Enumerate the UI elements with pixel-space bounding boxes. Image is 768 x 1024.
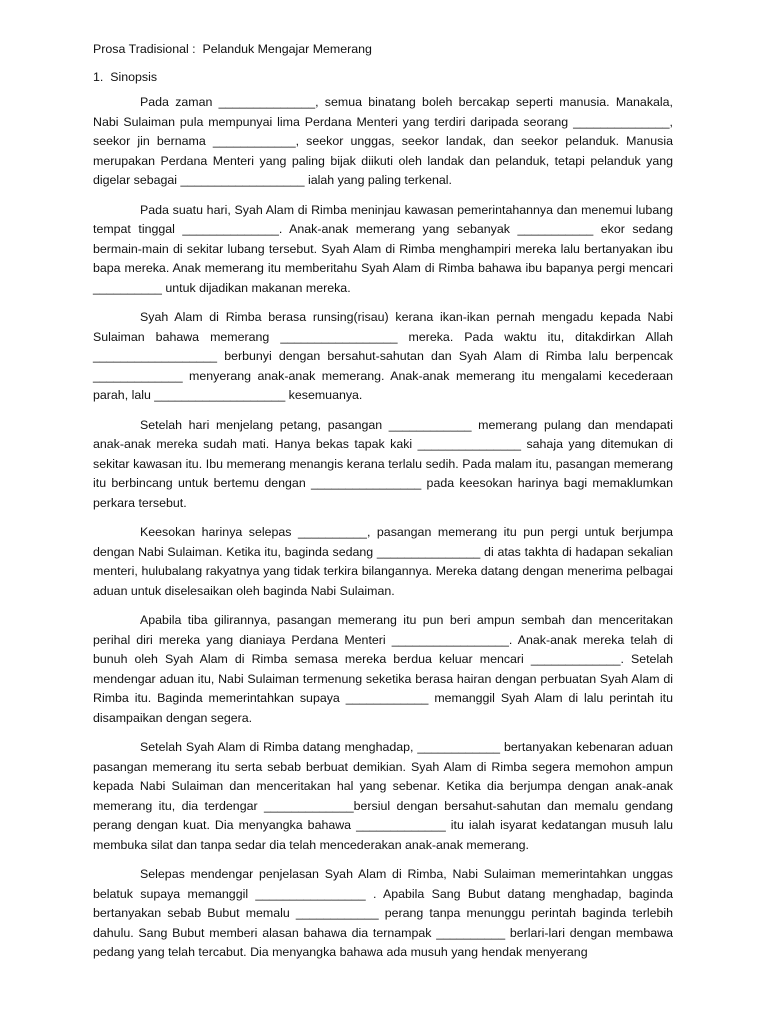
paragraph-4: Setelah hari menjelang petang, pasangan ____________ memerang pulang dan mendapati anak-anak mereka sudah mati. Hanya bekas tapak kaki _______________ sahaja yang ditemukan di sekitar kawasan itu. Ibu memerang menangis kerana terlalu sedih. Pada malam itu, pasangan memerang itu berbincang untuk bertemu dengan ________________ pada keesokan harinya bagi memaklumkan perkara tersebut. <box>93 417 673 510</box>
synopsis-body <box>93 93 673 963</box>
paragraph-7: Setelah Syah Alam di Rimba datang menghadap, ____________ bertanyakan kebenaran aduan pasangan memerang itu serta sebab berbuat demikian. Syah Alam di Rimba segera memohon ampun kepada Nabi Sulaiman dan menceritakan hal yang sebenar. Ketika dia berjumpa dengan anak-anak memerang itu, dia terdengar _____________bersiul dengan bersahut-sahutan dan memalu gendang perang dengan kuat. Dia menyangka bahawa _____________ itu ialah isyarat kedatangan musuh lalu membuka silat dan tanpa sedar dia telah mencederakan anak-anak memerang. <box>93 740 673 852</box>
paragraph-1: Pada zaman ______________, semua binatang boleh bercakap seperti manusia. Manakala, Nabi Sulaiman pula mempunyai lima Perdana Menteri yang terdiri daripada seorang ______________, seekor jin bernama ____________, seekor unggas, seekor landak, dan seekor pelanduk. Manusia merupakan Perdana Menteri yang paling bijak diikuti oleh landak dan pelanduk, tetapi pelanduk yang digelar sebagai __________________ ialah yang paling terkenal. <box>93 95 673 187</box>
paragraph-2: Pada suatu hari, Syah Alam di Rimba meninjau kawasan pemerintahannya dan menemui lubang tempat tinggal ______________. Anak-anak memerang yang sebanyak ___________ ekor sedang bermain-main di sekitar lubang tersebut. Syah Alam di Rimba menghampiri mereka lalu bertanyakan ibu bapa mereka. Anak memerang itu memberitahu Syah Alam di Rimba bahawa ibu bapanya pergi mencari __________ untuk dijadikan makanan mereka. <box>93 202 673 295</box>
paragraph-5: Keesokan harinya selepas __________, pasangan memerang itu pun pergi untuk berjumpa dengan Nabi Sulaiman. Ketika itu, baginda sedang _______________ di atas takhta di hadapan sekalian menteri, hulubalang rakyatnya yang tidak terkira bilangannya. Mereka datang dengan menerima pelbagai aduan untuk diselesaikan oleh baginda Nabi Sulaiman. <box>93 525 673 598</box>
paragraph-3: Syah Alam di Rimba berasa runsing(risau) kerana ikan-ikan pernah mengadu kepada Nabi Sulaiman bahawa memerang _________________ mereka. Pada waktu itu, ditakdirkan Allah __________________ berbunyi dengan bersahut-sahutan dan Syah Alam di Rimba lalu berpencak _____________ menyerang anak-anak memerang. Anak-anak memerang itu mengalami kecederaan parah, lalu ___________________ kesemuanya. <box>93 310 673 402</box>
section-heading: 1. Sinopsis <box>93 70 158 84</box>
paragraph-6: Apabila tiba gilirannya, pasangan memerang itu pun beri ampun sembah dan menceritakan perihal diri mereka yang dianiaya Perdana Menteri _________________. Anak-anak mereka telah di bunuh oleh Syah Alam di Rimba semasa mereka berdua keluar mencari _____________. Setelah mendengar aduan itu, Nabi Sulaiman termenung seketika berasa hairan dengan perbuatan Syah Alam di Rimba itu. Baginda memerintahkan supaya ____________ memanggil Syah Alam di lalu perintah itu disampaikan dengan segera. <box>93 613 673 725</box>
document-title: Prosa Tradisional : Pelanduk Mengajar Memerang <box>93 42 372 56</box>
paragraph-8: Selepas mendengar penjelasan Syah Alam di Rimba, Nabi Sulaiman memerintahkan unggas belatuk supaya memanggil ________________ . Apabila Sang Bubut datang menghadap, baginda bertanyakan sebab Bubut memalu ____________ perang tanpa menunggu perintah baginda terlebih dahulu. Sang Bubut memberi alasan bahawa dia ternampak __________ berlari-lari dengan membawa pedang yang telah tercabut. Dia menyangka bahawa ada musuh yang hendak menyerang <box>93 867 673 959</box>
